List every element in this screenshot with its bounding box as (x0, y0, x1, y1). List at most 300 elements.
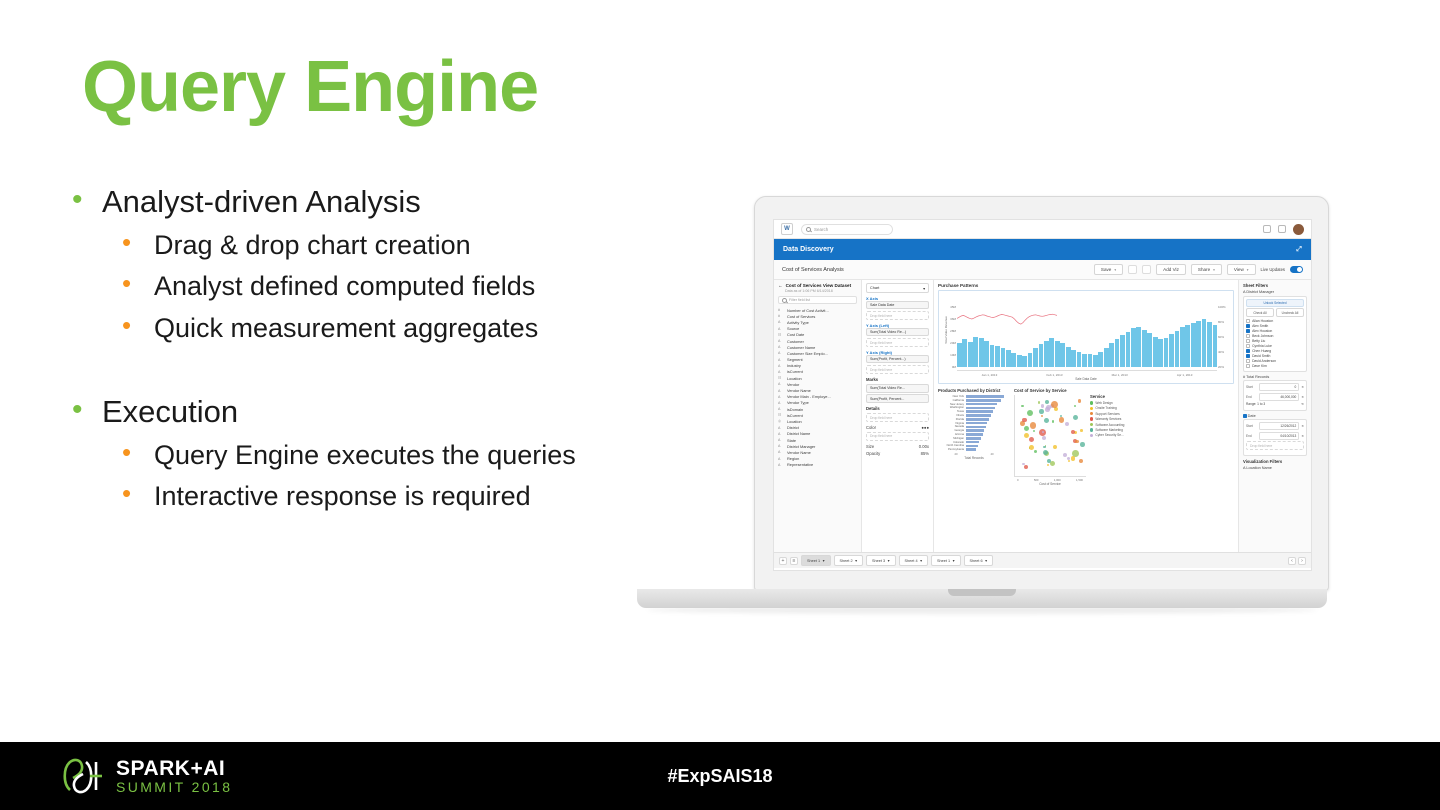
people-checkbox-list (1246, 319, 1304, 369)
sheet-tab-label: Sheet 4 (904, 558, 918, 563)
add-viz-button[interactable] (1156, 264, 1186, 275)
next-sheet-button[interactable]: › (1298, 557, 1306, 565)
marks-pill[interactable]: Sum(Total Video Re... (866, 384, 929, 393)
clear-icon[interactable]: ✕ (1301, 433, 1304, 438)
details-dropzone[interactable]: Drop field here (866, 413, 929, 422)
bar (1049, 338, 1054, 367)
sheet-filters-title: Sheet Filters (1243, 283, 1269, 288)
hbar-fill (966, 414, 991, 417)
refresh-icon[interactable]: ↻ (1301, 402, 1304, 407)
save-button[interactable] (1094, 264, 1123, 275)
color-row[interactable] (866, 425, 929, 430)
date-end-row[interactable] (1246, 432, 1304, 440)
search-icon (806, 227, 811, 232)
scatter-point (1027, 410, 1033, 416)
app-logo-icon: W (781, 223, 793, 235)
scatter-point (1039, 409, 1044, 414)
legend-swatch (1090, 401, 1093, 404)
hbar-row (938, 429, 1010, 432)
hbar-label: Washington (949, 406, 964, 410)
marks-panel (862, 280, 934, 552)
sheet-tab-6[interactable] (964, 555, 994, 566)
x-axis-ticks: Jan 1, 2013 Feb 1, 2013 Mar 1, 2013 Apr 1, 2013 (981, 373, 1193, 377)
hbar-row (938, 395, 1010, 398)
field-type-icon: A (778, 351, 781, 356)
field-name: District (787, 425, 799, 431)
legend-item[interactable] (1090, 401, 1136, 405)
legend-swatch (1090, 428, 1093, 431)
hbar-row (938, 403, 1010, 406)
filter-field-name[interactable]: A District Manager (1243, 290, 1275, 294)
bar (1142, 330, 1147, 367)
field-name: State (787, 437, 797, 443)
field-type-icon: A (778, 407, 781, 412)
date-filter-box (1243, 419, 1307, 456)
marks-pill[interactable]: Sum(Profit, Percent... (866, 394, 929, 403)
districts-chart[interactable] (938, 388, 1010, 486)
bar (1071, 350, 1076, 367)
briefcase-icon[interactable] (1278, 225, 1286, 233)
scatter-point (1080, 442, 1085, 447)
page-title: Query Engine (82, 47, 539, 127)
scatter-point (1029, 437, 1034, 442)
size-row[interactable] (866, 444, 929, 449)
key-icon[interactable] (1263, 225, 1271, 233)
field-filter-placeholder: Filter field list (789, 298, 810, 302)
bar (1136, 327, 1141, 367)
legend-item[interactable] (1090, 433, 1136, 437)
hbar-label: Nevada (954, 425, 964, 429)
field-name: Vendor Name (787, 388, 811, 394)
legend-item[interactable] (1090, 423, 1136, 427)
scatter-point (1080, 429, 1083, 432)
redo-icon[interactable] (1142, 265, 1151, 274)
legend-swatch (1090, 423, 1093, 426)
bar (1060, 343, 1065, 367)
bar (1001, 348, 1006, 367)
legend-item[interactable] (1090, 406, 1136, 410)
field-name: Vendor Main - Employe... (787, 394, 831, 400)
y-axis-left-pill[interactable]: Sum(Total Video Re...) (866, 328, 929, 337)
bar (995, 346, 1000, 367)
y-axis-right-label: Y Axis (Right) (866, 349, 893, 355)
records-end-value: 46,000,000 (1259, 393, 1299, 401)
date-end-value: 04/10/2013 (1259, 432, 1299, 440)
hbar-row (938, 444, 1010, 447)
bar (968, 342, 973, 367)
legend-item[interactable] (1090, 417, 1136, 421)
field-name: Region (787, 456, 800, 462)
x-axis-title: Sale Data Date (1075, 377, 1097, 381)
legend-label: Support Services (1095, 411, 1120, 416)
filter-checkbox-row[interactable] (1246, 364, 1304, 369)
scatter-point (1044, 418, 1049, 423)
bar (1131, 328, 1136, 367)
color-swatches[interactable]: ●●● (921, 424, 929, 430)
records-start-value: 0 (1259, 383, 1299, 391)
field-name: Location (787, 375, 802, 381)
field-type-icon: A (778, 320, 781, 325)
bullet-level2: • Query Engine executes the queries (64, 436, 744, 475)
records-end-row[interactable] (1246, 393, 1304, 401)
scatter-point (1078, 399, 1081, 402)
unlock-selected-button[interactable]: Unlock Selected (1246, 299, 1304, 307)
main-chart-title: Purchase Patterns (938, 283, 979, 288)
scatter-point (1021, 405, 1024, 408)
app-body (774, 280, 1311, 552)
view-label: View (1233, 267, 1244, 272)
sheet-tab-2[interactable] (834, 555, 864, 566)
live-updates-label: Live Updates (1260, 267, 1285, 272)
checkbox[interactable] (1246, 349, 1250, 353)
bar (1028, 353, 1033, 367)
slide-footer (0, 742, 1440, 810)
y2-axis-ticks: 100% 80% 60% 40% 20% (1218, 305, 1226, 369)
filter-checkbox-label: Dave Kim (1252, 364, 1267, 369)
bar (1191, 323, 1196, 367)
date-filter-text: Date (1247, 413, 1256, 418)
date-start-row[interactable] (1246, 422, 1304, 430)
chevron-down-icon: ▾ (1213, 267, 1215, 272)
field-name: Industry (787, 363, 801, 369)
bar (1175, 331, 1180, 367)
bar (1033, 348, 1038, 367)
chart-type-select[interactable] (866, 283, 929, 293)
checkbox[interactable] (1246, 319, 1250, 323)
clear-icon[interactable]: ✕ (1301, 385, 1304, 390)
checkbox[interactable] (1246, 344, 1250, 348)
checkbox[interactable] (1246, 364, 1250, 368)
field-type-icon: A (778, 369, 781, 374)
districts-x-ticks: 20 40 (954, 452, 994, 457)
bar (1006, 350, 1011, 367)
x-axis-label: X Axis (866, 295, 879, 301)
hbar-label: New Jersey (949, 402, 964, 406)
field-type-icon: ☷ (778, 413, 782, 418)
field-type-icon: A (778, 357, 781, 362)
scatter-point (1029, 445, 1034, 450)
records-start-row[interactable] (1246, 383, 1304, 391)
checkbox[interactable] (1246, 354, 1250, 358)
bar (1022, 356, 1027, 367)
checkbox[interactable] (1246, 329, 1250, 333)
hbar-fill (966, 407, 995, 410)
expand-icon[interactable]: ⤢ (1296, 245, 1302, 253)
check-all-button[interactable]: Check All (1246, 308, 1274, 316)
hbar-fill (966, 410, 993, 413)
hbar-row (938, 399, 1010, 402)
legend-label: Software Marketing (1095, 427, 1123, 432)
hbar-label: New York (952, 395, 964, 398)
undo-icon[interactable] (1128, 265, 1137, 274)
bar (1126, 332, 1131, 367)
combo-chart (941, 293, 1231, 377)
scatter-point (1053, 445, 1057, 449)
scatter-point (1071, 456, 1076, 461)
filter-checkbox-label: Cynthia Luke (1252, 344, 1272, 349)
hbar-row (938, 425, 1010, 428)
field-name: Customer Size Emplo... (787, 350, 828, 356)
legend-item[interactable] (1090, 412, 1136, 416)
field-name: District Name (787, 431, 811, 437)
color-label: Color (866, 424, 877, 430)
field-name: isCurrent (787, 369, 803, 375)
field-name: Cost of Services (787, 313, 816, 319)
bar (1077, 352, 1082, 367)
details-title: Details (866, 406, 880, 412)
sheet-list-icon[interactable]: ≡ (790, 557, 798, 565)
chevron-down-icon: ▾ (1246, 267, 1249, 272)
field-name: Segment (787, 357, 803, 363)
hbar-fill (966, 445, 978, 448)
field-name: Number of Cost Activit... (787, 307, 829, 313)
search-placeholder: Search (814, 226, 829, 232)
chevron-down-icon: ▾ (920, 559, 922, 563)
field-type-icon: A (778, 462, 781, 467)
filter-checkbox-label: Betty Liu (1252, 339, 1266, 344)
field-name: Customer Name (787, 344, 816, 350)
hbar-fill (966, 426, 986, 429)
y-axis-right-pill[interactable]: Sum(Profit, Percent...) (866, 355, 929, 364)
date-end-label: End (1246, 433, 1252, 438)
scatter-point (1042, 431, 1044, 433)
secondary-charts (938, 388, 1234, 486)
scatter-point (1022, 418, 1026, 422)
sheet-tab-label: Sheet 3 (872, 558, 886, 563)
bar (1202, 319, 1207, 367)
date-filter-checkbox[interactable] (1243, 414, 1247, 418)
checkbox[interactable] (1246, 359, 1250, 363)
scatter-point (1024, 426, 1029, 431)
field-type-icon: ◎ (778, 419, 782, 424)
field-type-icon: A (778, 345, 781, 350)
bar (957, 343, 962, 367)
total-records-label: # Total Records (1243, 374, 1270, 379)
scatter-point (1024, 433, 1029, 438)
hbar-label: Illinois (956, 413, 964, 417)
sheet-tab-5[interactable] (931, 555, 961, 566)
hbar-label: Pennsylvania (948, 448, 964, 452)
y-axis-left-label: Y Axis (Left) (866, 322, 890, 328)
marks-title: Marks (866, 377, 879, 383)
chevron-down-icon: ▾ (985, 559, 987, 563)
date-start-value: 12/26/2012 (1259, 422, 1299, 430)
scatter-point (1063, 453, 1067, 457)
bullet-level1: • Execution (64, 392, 744, 432)
bar (1158, 339, 1163, 367)
bar (1017, 355, 1022, 367)
bar (1082, 354, 1087, 367)
field-name: Source (787, 326, 800, 332)
hbar-label: Virginia (955, 421, 964, 425)
date-start-label: Start (1246, 424, 1253, 429)
cost-scatter-chart[interactable] (1014, 388, 1086, 486)
field-filter-input[interactable] (778, 296, 857, 304)
y-axis-left-dropzone[interactable]: Drop field here (866, 338, 929, 347)
filter-checkbox-label: David Anderson (1252, 359, 1277, 364)
viz-filters-title: Visualization Filters (1243, 458, 1283, 464)
app-header (774, 239, 1311, 260)
bar (1120, 335, 1125, 367)
hbar-row (938, 441, 1010, 444)
save-label: Save (1100, 267, 1112, 272)
scatter-point (1068, 460, 1070, 462)
field-type-icon: # (778, 314, 780, 319)
laptop-lid (754, 196, 1329, 591)
breadcrumb: Cost of Services Analysis (782, 266, 844, 273)
sheet-tab-1[interactable] (801, 555, 831, 566)
hbar-fill (966, 429, 984, 432)
field-type-icon: A (778, 444, 781, 449)
filter-checkbox-label: David Smith (1252, 354, 1271, 359)
field-name: Activity Type (787, 319, 809, 325)
hbar-row (938, 433, 1010, 436)
field-name: isCurrent (787, 412, 803, 418)
back-arrow-icon[interactable]: ← (778, 283, 783, 288)
logo-line2: SUMMIT 2018 (116, 778, 233, 795)
bar (1164, 338, 1169, 367)
main-chart[interactable] (938, 290, 1234, 384)
sheet-tab-label: Sheet 1 (807, 558, 821, 563)
bar (962, 339, 967, 367)
avatar[interactable] (1293, 224, 1304, 235)
sheet-nav (1288, 557, 1306, 565)
scatter-point (1071, 430, 1075, 434)
chevron-down-icon: ▾ (1114, 267, 1117, 272)
dataset-panel (774, 280, 862, 552)
bar (1196, 321, 1201, 367)
dataset-header (778, 283, 857, 288)
hbar-label: North Carolina (946, 444, 964, 448)
sheet-tabbar (774, 552, 1311, 568)
dataset-subtitle: Data as of 1:06 PM 6/14/2018 (785, 289, 833, 293)
search-icon (782, 298, 787, 303)
bar (1207, 322, 1212, 367)
chevron-down-icon: ▾ (887, 559, 890, 563)
chevron-down-icon: ▾ (952, 559, 955, 563)
app-header-title: Data Discovery (783, 246, 834, 253)
x-axis-pill[interactable]: Sale Data Date (866, 301, 929, 310)
districts-chart-title: Products Purchased by District (938, 388, 1001, 393)
logo-line1: SPARK+AI (116, 756, 226, 780)
legend-title: Service (1090, 394, 1105, 399)
laptop-screen (773, 219, 1312, 571)
uncheck-all-button[interactable]: Uncheck All (1276, 308, 1304, 316)
hbar-row (938, 422, 1010, 425)
legend-label: Onsite Training (1095, 406, 1117, 411)
hbar-fill (966, 399, 1001, 402)
view-button[interactable] (1227, 264, 1256, 275)
scatter-point (1041, 415, 1043, 417)
bar (990, 345, 995, 367)
scatter-chart-title: Cost of Service by Service (1014, 388, 1067, 393)
sheet-tab-3[interactable] (866, 555, 896, 566)
filter-checkbox-label: Beck Johnson (1252, 334, 1274, 339)
service-legend (1090, 388, 1136, 486)
field-type-icon: A (778, 363, 781, 368)
app-topbar (774, 220, 1311, 239)
bar (1213, 325, 1218, 367)
scatter-point (1024, 465, 1028, 469)
bar (1044, 341, 1049, 367)
checkbox[interactable] (1246, 339, 1250, 343)
filter-checkbox-label: Alex Smith (1252, 324, 1269, 329)
districts-x-title: Total Records (964, 456, 984, 461)
bullet-level2: • Quick measurement aggregates (64, 309, 744, 348)
legend-swatch (1090, 412, 1093, 415)
date-dropzone[interactable]: Drop field here (1246, 441, 1304, 450)
scatter-point (1074, 405, 1076, 407)
filter-checkbox-label: Allan Houston (1252, 319, 1274, 324)
hbar-label: Michigan (953, 436, 964, 440)
line-series (957, 307, 1057, 337)
sheet-tab-label: Sheet 6 (969, 558, 983, 563)
subheader-actions (1094, 264, 1303, 275)
y-axis-title: Total Video Revenue (943, 316, 948, 345)
checkbox[interactable] (1246, 334, 1250, 338)
hbar-label: Georgia (954, 429, 964, 433)
viz-filter-field[interactable]: A Location Name (1243, 465, 1272, 470)
add-sheet-icon[interactable]: + (779, 557, 787, 565)
list-item[interactable] (778, 462, 857, 468)
hbar-label: Colorado (953, 440, 964, 444)
sheet-tab-4[interactable] (899, 555, 929, 566)
legend-label: Warranty Services (1095, 417, 1122, 422)
checkbox[interactable] (1246, 324, 1250, 328)
bullet-level1: • Analyst-driven Analysis (64, 182, 744, 222)
clear-icon[interactable]: ✕ (1301, 394, 1304, 399)
search-input[interactable] (801, 224, 893, 235)
scatter-point (1033, 430, 1035, 432)
live-updates-toggle[interactable] (1290, 266, 1303, 273)
legend-swatch (1090, 417, 1093, 420)
bar (1011, 353, 1016, 367)
prev-sheet-button[interactable]: ‹ (1288, 557, 1296, 565)
x-axis-dropzone[interactable]: Drop field here (866, 311, 929, 320)
scatter-point (1041, 404, 1045, 408)
scatter-point (1045, 407, 1050, 412)
share-button[interactable] (1191, 264, 1222, 275)
hbar-label: California (952, 398, 964, 402)
field-name: Location (787, 418, 802, 424)
bar (979, 338, 984, 367)
laptop-mockup (637, 196, 1327, 626)
bar (1153, 337, 1158, 367)
check-buttons (1246, 308, 1304, 316)
field-type-icon: A (778, 339, 781, 344)
scatter-x-title: Cost of Service (1039, 482, 1061, 486)
field-name: Vendor (787, 381, 800, 387)
scatter-point (1038, 401, 1041, 404)
scatter-point (1047, 464, 1049, 466)
bar (973, 337, 978, 367)
field-type-icon: ☷ (778, 332, 782, 337)
y-axis-right-dropzone[interactable]: Drop field here (866, 365, 929, 374)
clear-icon[interactable]: ✕ (1301, 424, 1304, 429)
color-dropzone[interactable]: Drop field here (866, 432, 929, 441)
hbar-row (938, 406, 1010, 409)
bar (1066, 347, 1071, 367)
footer-hashtag: #ExpSAIS18 (667, 765, 773, 786)
chevron-down-icon: ▾ (855, 559, 857, 563)
opacity-row[interactable] (866, 451, 929, 456)
filter-checkbox-label: Chen Huang (1252, 349, 1272, 354)
legend-item[interactable] (1090, 428, 1136, 432)
hbar-fill (966, 441, 979, 444)
chevron-down-icon: ▾ (923, 286, 925, 291)
field-type-icon: A (778, 382, 781, 387)
scatter-point (1065, 422, 1069, 426)
